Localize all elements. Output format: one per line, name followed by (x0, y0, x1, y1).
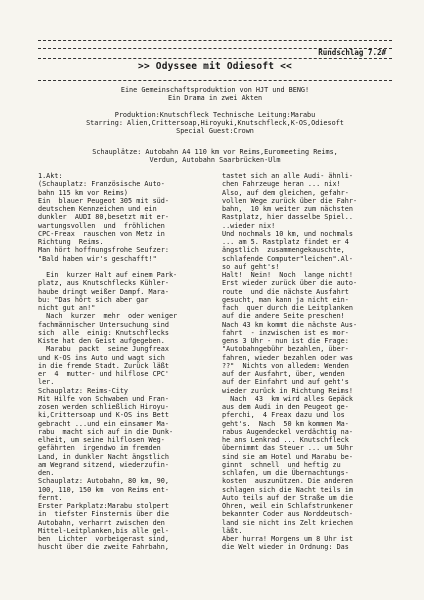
text-line: sind sie am Hotel und Marabu be- (222, 452, 353, 461)
text-line: bahn, 10 km weiter zum nächsten (222, 205, 353, 213)
text-line: haube dringt weißer Dampf. Mara- (38, 287, 169, 296)
text-line: tastet sich an alle Audi- ähnli- (222, 172, 353, 180)
text-line: 1.Akt: (38, 172, 63, 180)
text-line: route und die nächste Ausfahrt (222, 287, 349, 296)
dashed-rule-top (38, 40, 392, 41)
text-line: so auf geht's! (222, 262, 280, 271)
production-credits (38, 111, 392, 136)
text-line: ben Lichter vorbeigerast sind, (38, 535, 169, 543)
text-line: Aber hurra! Morgens um 8 Uhr ist (222, 535, 353, 543)
text-line: nicht gut an!" (38, 304, 96, 312)
text-line: und K-OS ins Auto und wagt sich (38, 353, 165, 362)
text-line: Man hört hoffnungsfrohe Seufzer: (38, 246, 169, 255)
text-line: auf der Einfahrt und auf geht's (222, 378, 349, 387)
text-line: pferchi, 4 Freax dazu und los (222, 411, 345, 420)
text-line: Erst wieder zurück über die auto- (222, 279, 358, 288)
text-line: Land, in dunkler Nacht ängstlich (38, 452, 169, 461)
article-title: >> Odyssee mit Odiesoft << (138, 61, 292, 72)
text-line: Schauplatz: Autobahn, 80 km, 90, (38, 477, 169, 486)
text-line: gens 3 Uhr - nun ist die Frage: (222, 337, 349, 345)
credits-line: Produktion:Knutschfleck Technische Leitung:Marabu (114, 111, 316, 119)
text-line: am Wegrand sitzend, wiederzufin- (38, 460, 169, 469)
text-line: Kiste hat den Geist aufgegeben. (38, 337, 165, 345)
text-line: läßt. (222, 526, 243, 535)
text-line: Schauplatz: Reims-City (38, 386, 129, 395)
locations-block (38, 148, 392, 164)
text-line: Mittel-Leitplanken,bis alle gel- (38, 526, 169, 535)
text-line: huscht über die zweite Fahrbahn, (38, 543, 169, 552)
text-line: Ohren, weil ein Schlafstrunkener (222, 502, 353, 510)
text-line: gebracht ...und ein einsamer Ma- (38, 419, 169, 428)
text-line: in die fremde Stadt. Zurück läßt (38, 361, 169, 370)
text-line: elheit, um seine hilflosen Weg- (38, 436, 165, 444)
text-line: Marabu packt seine Jungfreax (38, 345, 169, 354)
text-line: übernimmt das Steuer ... um 5Uhr (222, 444, 353, 453)
text-line: ängstlich zusammengekauschte, (222, 246, 345, 255)
text-line: chen Fahrzeuge heran ... nix! (222, 180, 341, 189)
text-line: schlafen, um die Übernachtungs- (222, 469, 349, 477)
dashed-rule-title-top (38, 58, 392, 59)
text-line: gefährten irgendwo im fremden (38, 444, 161, 453)
locations-line: Verdun, Autobahn Saarbrücken-Ulm (149, 156, 281, 165)
credits-line: Eine Gemeinschaftsproduktion von HJT und BENG! (120, 86, 310, 94)
text-line: CPC-Freax rauschen von Metz in (38, 229, 165, 238)
text-line: Auto teils auf der Straße um die (222, 493, 353, 502)
text-line: deutschem Kennzeichen und ein (38, 205, 157, 213)
text-line: he ans Lenkrad ... Knutschfleck (222, 436, 349, 444)
text-line: ... am 5. Rastplatz findet er 4 (222, 238, 349, 246)
credits-line: Ein Drama in zwei Akten (167, 94, 263, 103)
text-line: bekannter Coder aus Norddeutsch- (222, 510, 353, 519)
text-line: fahrt - inzwischen ist es mor- (222, 328, 349, 337)
credits-line: Special Guest:Crown (176, 127, 254, 136)
text-line: land sie nicht ins Zelt kriechen (222, 518, 353, 527)
text-line: Ein kurzer Halt auf einem Park- (38, 271, 178, 279)
text-line: ginnt schnell und heftig zu (222, 460, 341, 469)
text-line: 100, 110, 150 km von Reims ent- (38, 485, 169, 494)
text-column-left (38, 172, 210, 552)
text-line: Mit Hilfe von Schwaben und Fran- (38, 394, 169, 403)
text-line: auf die andere Seite preschen! (222, 312, 345, 321)
text-line: dunkler AUDI 80,besetzt mit er- (38, 213, 169, 222)
text-line: (Schauplatz: Französische Auto- (38, 180, 165, 189)
text-line: die Welt wieder in Ordnung: Das (222, 543, 349, 552)
text-line (38, 263, 210, 271)
text-line: rabu macht sich auf in die Dunk- (38, 427, 174, 436)
locations-line: Schauplätze: Autobahn A4 110 km vor Reims,Euromeeting Reims, (92, 148, 338, 156)
text-line: Nach 43 km wird alles Gepäck (222, 394, 353, 403)
text-line: platz, aus Knutschflecks Kühler- (38, 279, 169, 288)
text-line: Autobahn, verharrt zwischen den (38, 518, 165, 527)
text-line: zosen werden schließlich Hiroyu- (38, 403, 169, 411)
text-line: schlagen sich die Nacht teils im (222, 485, 353, 494)
text-line: Richtung Reims. (38, 238, 104, 246)
text-line: ki,Crittersoap und K-OS ins Bett (38, 411, 169, 420)
text-line: Erster Parkplatz:Marabu stolpert (38, 502, 169, 510)
text-line: Und nochmals 10 km, und nochmals (222, 229, 353, 238)
issue-number: Rundschlag 7.2# (318, 48, 386, 57)
text-line: ..wieder nix! (222, 221, 276, 230)
text-line: Rastplatz, hier dasselbe Spiel.. (222, 213, 353, 222)
text-line: gesucht, man kann ja nicht ein- (222, 295, 349, 304)
text-line: ler. (38, 378, 55, 387)
text-line: fachmännischer Untersuchung sind (38, 320, 169, 329)
text-line: "Autobahngebühr bezahlen, über- (222, 345, 349, 354)
text-line: wartungsvollen und fröhlichen (38, 221, 165, 230)
text-column-right (222, 172, 394, 552)
text-line: Halt! Nein! Noch lange nicht! (222, 271, 353, 279)
credits-block (38, 86, 392, 102)
text-line: in tiefster Finsternis über die (38, 510, 169, 519)
text-line: wieder zurück in Richtung Reims! (222, 386, 353, 395)
text-line: er 4 mutter- und hilflose CPC' (38, 370, 169, 378)
credits-line: Starring: Alien,Crittersoap,Hiroyuki,Knutschfleck,K-OS,Odiesoft (86, 119, 344, 128)
text-line: aus dem Audi in den Peugeot ge- (222, 403, 349, 411)
text-line: sich alle einig: Knutschflecks (38, 328, 169, 337)
text-line: "Bald haben wir's geschafft!" (38, 254, 157, 263)
text-line: fahren, wieder bezahlen oder was (222, 353, 353, 362)
text-line: geht's. Nach 50 km kommen Ma- (222, 419, 349, 428)
text-line: den. (38, 469, 55, 477)
text-line: fach quer durch die Leitplanken (222, 304, 353, 312)
dashed-rule-title-bottom (38, 80, 392, 81)
text-line: Also, auf dem gleichen, gefahr- (222, 188, 349, 197)
text-line: Nach 43 km kommt die nächste Aus- (222, 320, 358, 329)
text-line: vollen Wege zurück über die Fahr- (222, 196, 358, 205)
text-line: kosten auszunützen. Die anderen (222, 477, 353, 486)
text-line: auf der Ausfahrt, über, wenden (222, 370, 345, 378)
text-line: bahn 115 km vor Reims) (38, 188, 129, 197)
text-line: fernt. (38, 493, 63, 502)
text-line: bu: "Das hört sich aber gar (38, 295, 149, 304)
text-line: schlafende Computer"leichen".Al- (222, 254, 353, 263)
text-line: Ein blauer Peugeot 305 mit süd- (38, 196, 169, 205)
text-line: ??" Nichts von alledem: Wenden (222, 361, 349, 370)
text-line: rabus Augendeckel verdächtig na- (222, 427, 353, 436)
text-line: Nach kurzer mehr oder weniger (38, 312, 178, 321)
